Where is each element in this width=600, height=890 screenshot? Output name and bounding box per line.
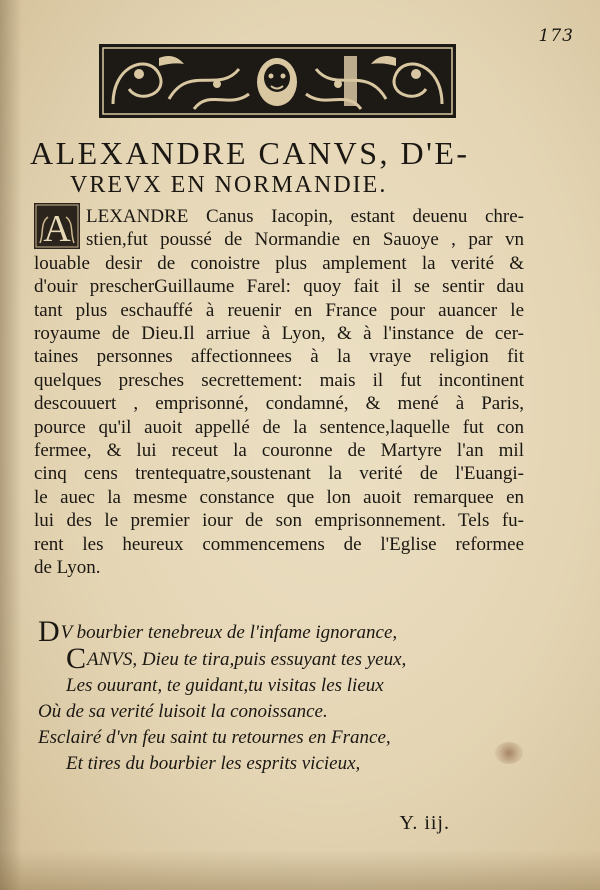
prose-line: d'ouir prescherGuillaume Farel: quoy fait il se sentir dau [34,276,524,298]
prose-line: lui des le premier iour de son emprisonnement. Tels fu- [34,510,524,532]
verse-block [38,615,508,777]
prose-line: le auec la mesme constance que lon auoit remarquee en [34,486,524,508]
prose-line: LEXANDRE Canus Iacopin, estant deuenu chre- [86,206,524,227]
prose-line: de Lyon. [34,557,101,579]
verse-text: Et tires du bourbier les esprits vicieux, [66,753,361,774]
ink-stain [495,742,523,764]
dropcap-letter: A [43,208,71,249]
gutter-shadow [0,0,22,890]
prose-line: pource qu'il auoit appellé de la sentence,laquelle fut con [34,416,524,438]
prose-block [34,205,524,580]
verse-text: ANVS, Dieu te tira,puis essuyant tes yeux, [87,649,407,670]
prose-line: descouuert , emprisonné, condamné, & mené à Paris, [34,393,524,415]
page-number: 173 [538,26,574,46]
prose-line: rent les heureux commencemens de l'Eglise reformee [34,533,524,555]
prose-line: stien,fut poussé de Normandie en Sauoye , par vn [86,229,524,251]
prose-line: quelques presches secrettement: mais il fut incontinent [34,369,524,391]
verse-text: V bourbier tenebreux de l'infame ignorance, [60,622,398,643]
signature-mark: Y. iij. [399,812,450,834]
article-title: ALEXANDRE CANVS, D'E- [30,135,470,171]
verse-text: Esclairé d'vn feu saint tu retournes en France, [38,727,391,748]
prose-line: fermee, & lui receut la couronne de Martyre l'an mil [34,440,524,462]
verse-line [38,751,508,777]
verse-line [38,615,508,648]
article-subtitle: VREVX EN NORMANDIE. [70,172,388,198]
prose-line: tant plus eschauffé à reuenir en France pour auancer le [34,299,524,321]
prose-line: cinq cens trentequatre,soustenant la verité de l'Euangi- [34,463,524,485]
prose-line: taines personnes affectionnees à la vraye religion fit [34,346,524,368]
verse-capital: D [38,615,61,648]
prose-line: louable desir de conoistre plus amplement la verité & [34,252,524,274]
bottom-shadow [0,850,600,890]
verse-capital: C [66,642,88,675]
verse-line [38,725,508,751]
verse-text: Les ouurant, te guidant,tu visitas les lieux [66,675,384,696]
verse-line [38,642,508,675]
verse-line [38,673,508,699]
prose-line: royaume de Dieu.Il arriue à Lyon, & à l'instance de cer- [34,323,524,345]
verse-line [38,699,508,725]
ornamental-headpiece [99,44,456,118]
verse-text: Où de sa verité luisoit la conoissance. [38,701,328,722]
